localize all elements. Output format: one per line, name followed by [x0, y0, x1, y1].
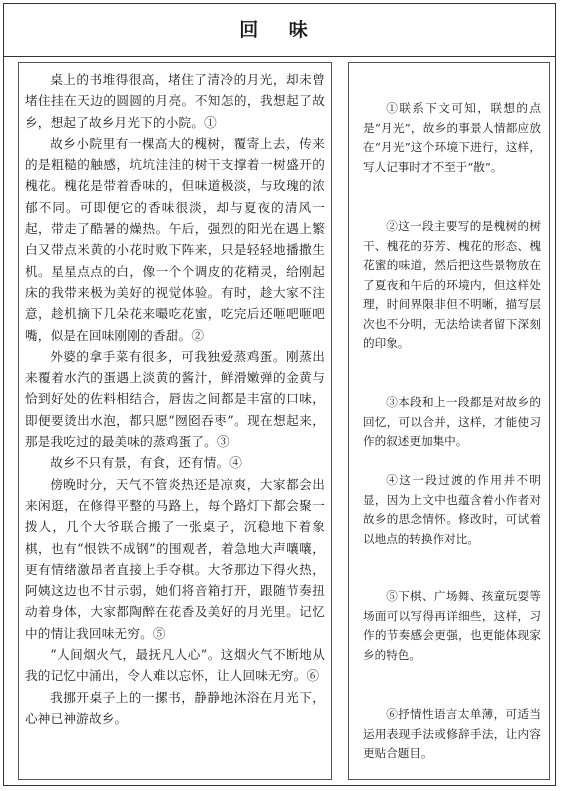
comment-note-1: ①联系下文可知，联想的点是“月光”，故乡的事景人情都应放在“月光”这个环境下进行，这样，写人记事时才不至于“散”。: [363, 101, 541, 174]
comment-note-3: ③本段和上一段都是对故乡的回忆，可以合并，这样，才能使习作的叙述更加集中。: [363, 395, 541, 448]
page-sheet: [3, 3, 556, 786]
essay-paragraph-7: 我挪开桌子上的一摞书，静静地沐浴在月光下，心神已神游故乡。: [25, 689, 325, 726]
comment-note-4: ④这一段过渡的作用并不明显，因为上文中也蕴含着小作者对故乡的思念情怀。修改时，可试着以地点的转换作对比。: [363, 473, 541, 546]
essay-paragraph-3: 外婆的拿手菜有很多，可我独爱蒸鸡蛋。刚蒸出来覆着水汽的蛋遇上淡黄的酱汁，鲜滑嫩弹的金黄与恰到好处的佐料相结合，唇齿之间都是丰富的口味，即便要烫出水泡，都只愿“囫囵吞枣”。现在想起来，那是我吃过的最美味的蒸鸡蛋了。③: [25, 348, 325, 450]
commentary-box: [348, 62, 550, 780]
comment-note-6: ⑥抒情性语言太单薄，可适当运用表现手法或修辞手法，让内容更贴合题目。: [363, 707, 541, 760]
page-title: 回 味: [4, 4, 555, 57]
essay-paragraph-6: “人间烟火气，最抚凡人心”。这烟火气不断地从我的记忆中涌出，令人难以忘怀，让人回味无穷。⑥: [25, 647, 325, 684]
essay-paragraph-2: 故乡小院里有一棵高大的槐树，覆寄上去，传来的是粗糙的触感，坑坑洼洼的树干支撑着一树盛开的槐花。槐花是带着香味的，但味道极淡，与玫瑰的浓郁不同。可即便它的香味很淡，却与夏夜的清风一起，带走了酷暑的燥热。午后，强烈的阳光在遇上繁白又带点米黄的小花时败下阵来，只是轻轻地播撒生机。星星点点的白，像一个个调皮的花精灵，给刚起床的我带来极为美好的视觉体验。有时，趁大家不注意，趁机摘下几朵花来嘬吃花蜜，吃完后还咂吧咂吧嘴，似是在回味刚刚的香甜。②: [25, 135, 325, 343]
comment-note-5: ⑤下棋、广场舞、孩童玩耍等场面可以写得再详细些，这样，习作的节奏感会更强，也更能体现家乡的特色。: [363, 589, 541, 662]
essay-paragraph-5: 傍晚时分，天气不管炎热还是凉爽，大家都会出来闲逛，在修得平整的马路上，每个路灯下都会聚一拨人，几个大爷联合搬了一张桌子，沉稳地下着象棋，也有“恨铁不成钢”的围观者，着急地大声嚷嚷，更有情绪激昂者直接上手夺棋。大爷那边下得火热，阿姨这边也不甘示弱，她们将音箱打开，跟随节奏扭动着身体，大家都陶醉在花香及美好的月光里。记忆中的情让我回味无穷。⑤: [25, 476, 325, 641]
essay-text-box: [18, 62, 332, 780]
essay-paragraph-1: 桌上的书堆得很高，堵住了清冷的月光，却未曾堵住挂在天边的圆圆的月亮。不知怎的，我想起了故乡，想起了故乡月光下的小院。①: [25, 72, 325, 130]
essay-paragraph-4: 故乡不只有景，有食，还有情。④: [50, 455, 243, 471]
comment-note-2: ②这一段主要写的是槐树的树干、槐花的芬芳、槐花的形态、槐花蜜的味道，然后把这些景物放在了夏夜和午后的环境内，但这样处理，时间界限非但不明晰，描写层次也不分明，无法给读者留下深刻的印象。: [363, 219, 541, 350]
